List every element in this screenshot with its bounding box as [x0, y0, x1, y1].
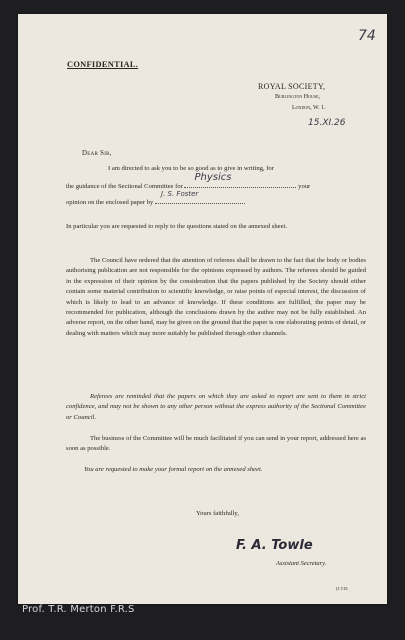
committee-handwritten: Physics [194, 172, 232, 183]
para-particular: In particular you are requested to reply to the questions stated on the annexed sheet. [66, 223, 288, 230]
letter-sheet [18, 14, 387, 604]
para-reminder: Referees are reminded that the papers on which they are asked to report are sent to them in strict confidence, and may not be shown to any other person without the express authority of the Sectional Committee or Council. [66, 393, 366, 421]
intro-line-2 [66, 172, 366, 190]
author-blank [155, 190, 245, 204]
intro-line-2-end: your [298, 183, 311, 190]
salutation: Dear Sir, [82, 150, 112, 157]
signature: F. A. Towle [236, 538, 313, 553]
form-code: [J.T.D. [336, 586, 349, 591]
address-org: ROYAL SOCIETY, [258, 82, 326, 91]
closing: Yours faithfully, [196, 510, 239, 517]
address-street: Burlington House, [275, 94, 321, 100]
para-formal: You are requested to make your formal report on the annexed sheet. [84, 466, 263, 473]
intro-line-2-text: the guidance of the Sectional Committee for [66, 183, 183, 190]
intro-line-1: I am directed to ask you to be so good as to give in writing, for [108, 165, 274, 172]
address-city: London, W. 1. [292, 105, 326, 111]
para-council: The Council have ordered that the attention of referees shall be drawn to the fact that the body or bodies authorising publication are not responsible for the opinions expressed by authors. The referees should be guided in the expression of their opinion by the consideration that the papers published by the Society should either contain some material contribution to scientific knowledge, or raise points of especial interest, the discussion of which is likely to lead to an advance of knowledge. If these conditions are fulfilled, the paper may be recommended for publication, although the conclusions drawn by the author may not be fully established. An adverse report, on the other hand, may be given on the ground that the paper is one elaborating points of detail, or dealing with matters which may more suitably be published through other channels. [66, 257, 366, 337]
intro-line-3-text: opinion on the enclosed paper by [66, 199, 154, 206]
handwritten-date: 15.XI.26 [308, 118, 346, 128]
para-business: The business of the Committee will be much facilitated if you can send in your report, addressed here as soon as possible. [66, 435, 366, 453]
assistant-secretary: Assistant Secretary. [276, 560, 327, 567]
committee-blank [184, 172, 296, 188]
intro-line-3 [66, 190, 245, 206]
addressee-handwritten: Prof. T.R. Merton F.R.S [22, 604, 135, 615]
page-number: 74 [358, 28, 376, 44]
author-handwritten: J. S. Foster [161, 190, 199, 198]
confidential-heading: CONFIDENTIAL. [67, 60, 139, 69]
